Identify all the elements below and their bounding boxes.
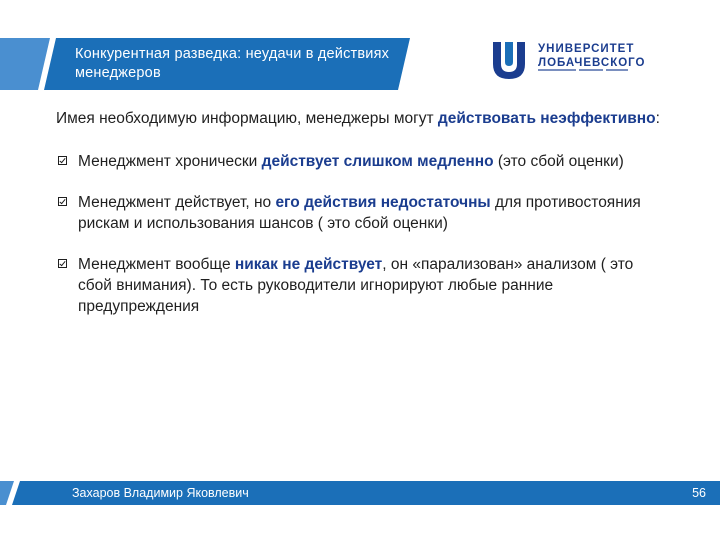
logo-subtext-lines xyxy=(538,69,638,72)
bullet-item xyxy=(56,151,666,172)
bullet-item xyxy=(56,192,666,234)
slide-title: Конкурентная разведка: неудачи в действиях менеджеров xyxy=(75,46,390,81)
page-number: 56 xyxy=(692,486,706,500)
checkbox-bullet-icon xyxy=(58,197,67,206)
bullet-text: , он «парализован» анализом ( это сбой внимания). То есть руководители игнорируют любые ранние предупреждения xyxy=(78,256,634,315)
bullet-highlight: действует слишком медленно xyxy=(261,153,494,170)
logo-line-2: ЛОБАЧЕВСКОГО xyxy=(538,57,646,69)
bullet-highlight: его действия недостаточны xyxy=(275,194,491,211)
checkbox-bullet-icon xyxy=(58,259,67,268)
intro-text: Имея необходимую информацию, менеджеры могут xyxy=(56,110,438,127)
bullet-highlight: никак не действует xyxy=(234,256,383,273)
slide-content xyxy=(56,108,666,337)
bullet-text: (это сбой оценки) xyxy=(493,153,624,170)
logo-line-1: УНИВЕРСИТЕТ xyxy=(538,43,635,55)
university-logo xyxy=(490,38,660,84)
bullet-text: для противостояния рискам и использования шансов ( это сбой оценки) xyxy=(78,194,641,232)
university-u-logo-icon xyxy=(490,40,528,80)
footer-author: Захаров Владимир Яковлевич xyxy=(72,486,249,500)
bullet-text: Менеджмент вообще xyxy=(78,256,235,273)
bullet-item xyxy=(56,254,666,317)
bullet-text: Менеджмент действует, но xyxy=(78,194,276,211)
checkbox-bullet-icon xyxy=(58,156,67,165)
intro-highlight: действовать неэффективно xyxy=(437,110,656,127)
logo-text xyxy=(538,42,645,70)
bullet-text: Менеджмент хронически xyxy=(78,153,262,170)
intro-punct: : xyxy=(655,110,660,127)
intro-paragraph xyxy=(56,108,666,129)
